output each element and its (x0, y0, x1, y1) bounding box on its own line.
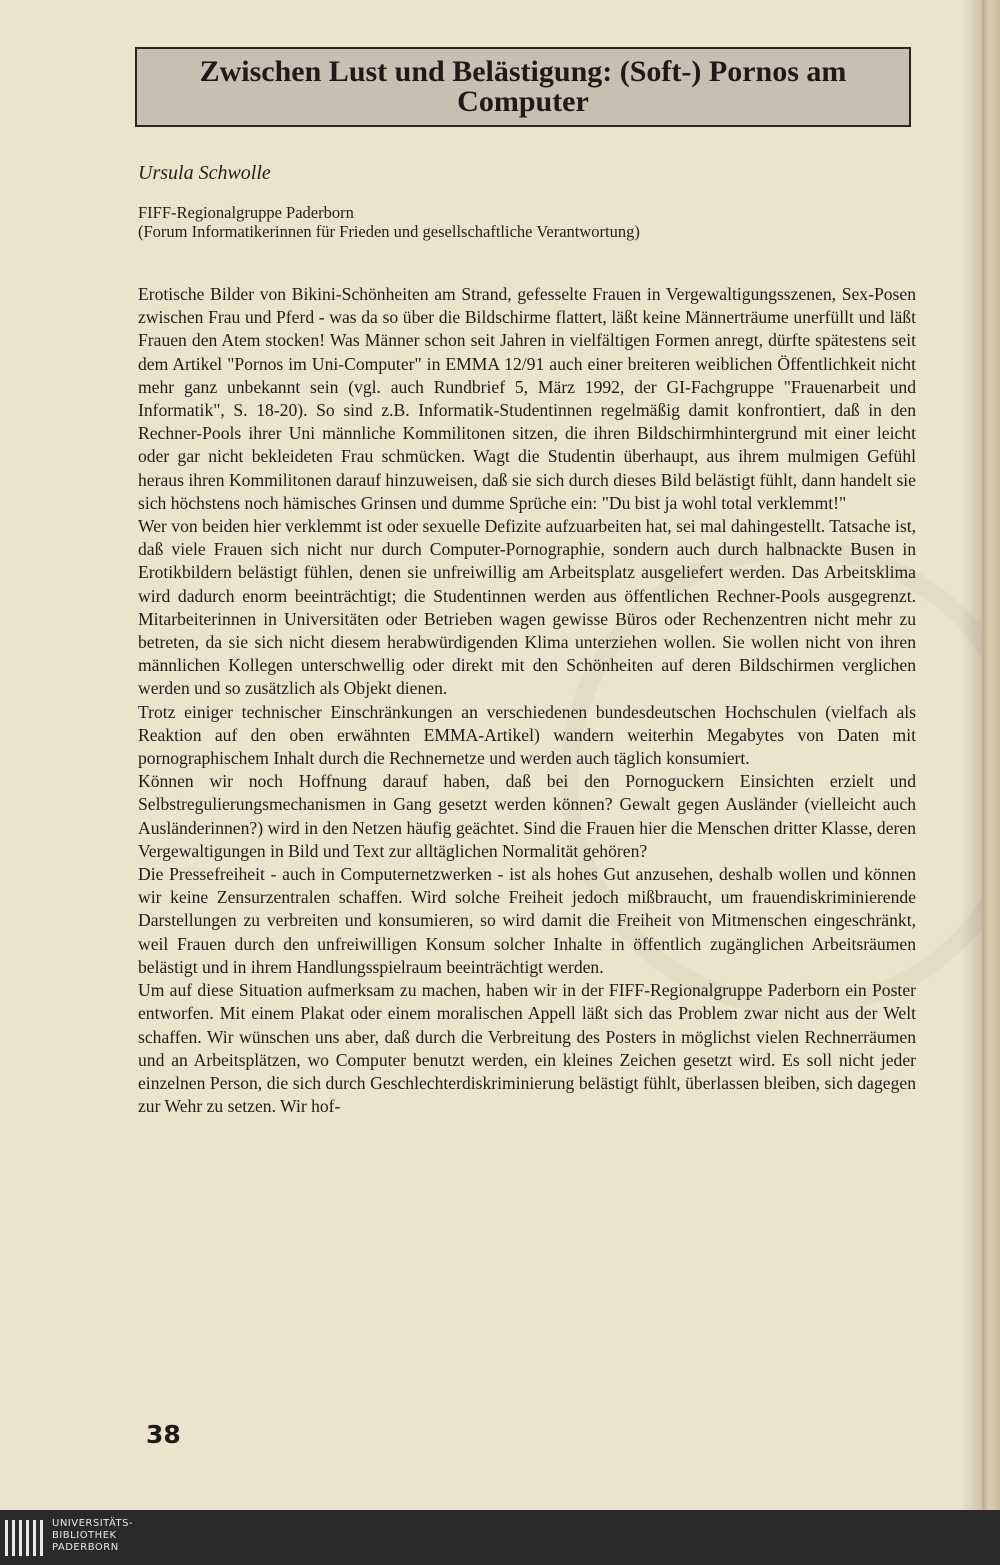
library-name-line-2: BIBLIOTHEK (52, 1530, 117, 1541)
page-number: 38 (146, 1420, 181, 1449)
affiliation (138, 203, 640, 241)
library-footer (0, 1510, 1000, 1565)
library-name-line-3: PADERBORN (52, 1542, 119, 1553)
affiliation-line-2: (Forum Informatikerinnen für Frieden und gesellschaftliche Verantwortung) (138, 222, 640, 241)
article-title: Zwischen Lust und Belästigung: (Soft-) Pornos am Computer (199, 55, 847, 118)
library-name-line-1: UNIVERSITÄTS- (52, 1518, 134, 1529)
body-paragraph-1: Erotische Bilder von Bikini-Schönheiten am Strand, gefesselte Frauen in Vergewaltigungsszenen, Sex-Posen zwischen Frau und Pferd - was da so über die Bildschirme flattert, läßt keine Männerträume unerfüllt und läßt Frauen den Atem stocken! Was Männer schon seit Jahren in vielfältigen Formen anregt, dürfte spätestens seit dem Artikel "Pornos im Uni-Computer" in EMMA 12/91 auch einer breiteren weiblichen Öffentlichkeit nicht mehr ganz unbekannt sein (vgl. auch Rundbrief 5, März 1992, der GI-Fachgruppe "Frauenarbeit und Informatik", S. 18-20). So sind z.B. Informatik-Studentinnen regelmäßig damit konfrontiert, daß in den Rechner-Pools ihrer Uni männliche Kommilitonen sitzen, die ihren Bildschirmhintergrund mit einer leicht oder gar nicht bekleideten Frau schmücken. Wagt die Studentin überhaupt, aus ihrem mulmigen Gefühl heraus ihren Kommilitonen darauf hinzuweisen, daß sie sich durch dieses Bild belästigt fühlt, dann handelt sie sich höchstens noch hämisches Grinsen und dumme Sprüche ein: "Du bist ja wohl total verklemmt!" (138, 284, 916, 513)
adjacent-page-edge (982, 0, 1000, 1510)
affiliation-line-1: FIFF-Regionalgruppe Paderborn (138, 203, 354, 222)
author-name: Ursula Schwolle (138, 162, 271, 184)
body-paragraph-4: Können wir noch Hoffnung darauf haben, daß bei den Pornoguckern Einsichten erzielt und Selbstregulierungsmechanismen in Gang gesetzt werden können? Gewalt gegen Ausländer (vielleicht auch Ausländerinnen?) wird in den Netzen häufig geächtet. Sind die Frauen hier die Menschen dritter Klasse, deren Vergewaltigungen in Bild und Text zur alltäglichen Normalität gehören? (138, 771, 916, 861)
library-name (52, 1518, 133, 1554)
title-box (135, 47, 911, 127)
body-paragraph-6: Um auf diese Situation aufmerksam zu machen, haben wir in der FIFF-Regionalgruppe Paderborn ein Poster entworfen. Mit einem Plakat oder einem moralischen Appell läßt sich das Problem zwar nicht aus der Welt schaffen. Wir wünschen uns aber, daß durch die Verbreitung des Posters in möglichst vielen Rechnerräumen und an Arbeitsplätzen, wo Computer benutzt werden, ein kleines Zeichen gesetzt wird. Es soll nicht jeder einzelnen Person, die sich durch Geschlechterdiskriminierung belästigt fühlt, überlassen bleiben, sich dagegen zur Wehr zu setzen. Wir hof- (138, 980, 916, 1117)
body-paragraph-2: Wer von beiden hier verklemmt ist oder sexuelle Defizite aufzuarbeiten hat, sei mal dahingestellt. Tatsache ist, daß viele Frauen sich nicht nur durch Computer-Pornographie, sondern auch durch halbnackte Busen in Erotikbildern belästigt fühlen, denen sie unfreiwillig am Arbeitsplatz ausgeliefert werden. Das Arbeitsklima wird dadurch enorm beeinträchtigt; die Studentinnen werden aus öffentlichen Rechner-Pools ausgegrenzt. Mitarbeiterinnen in Universitäten oder Betrieben wagen gewisse Büros oder Rechenzentren nicht mehr zu betreten, da sie sich nicht diesem herabwürdigenden Klima unterziehen wollen. Sie wollen nicht von ihren männlichen Kollegen unterschwellig oder direkt mit den Schönheiten auf deren Bildschirmen verglichen werden und so zusätzlich als Objekt dienen. (138, 516, 916, 699)
body-paragraph-3: Trotz einiger technischer Einschränkungen an verschiedenen bundesdeutschen Hochschulen (vielfach als Reaktion auf den oben erwähnten EMMA-Artikel) wandern weiterhin Megabytes von Daten mit pornographischem Inhalt durch die Rechnernetze und werden auch täglich konsumiert. (138, 701, 916, 769)
library-logo-icon (3, 1516, 45, 1560)
body-paragraph-5: Die Pressefreiheit - auch in Computernetzwerken - ist als hohes Gut anzusehen, deshalb wollen und können wir keine Zensurzentralen schaffen. Wird solche Freiheit jedoch mißbraucht, um frauendiskriminierende Darstellungen zu verbreiten und konsumieren, so wird damit die Freiheit von Mitmenschen eingeschränkt, weil Frauen durch den unfreiwilligen Konsum solcher Inhalte in öffentlich zugänglichen Arbeitsräumen belästigt und in ihrem Handlungsspielraum beeinträchtigt werden. (138, 864, 916, 977)
article-body (138, 283, 916, 1118)
